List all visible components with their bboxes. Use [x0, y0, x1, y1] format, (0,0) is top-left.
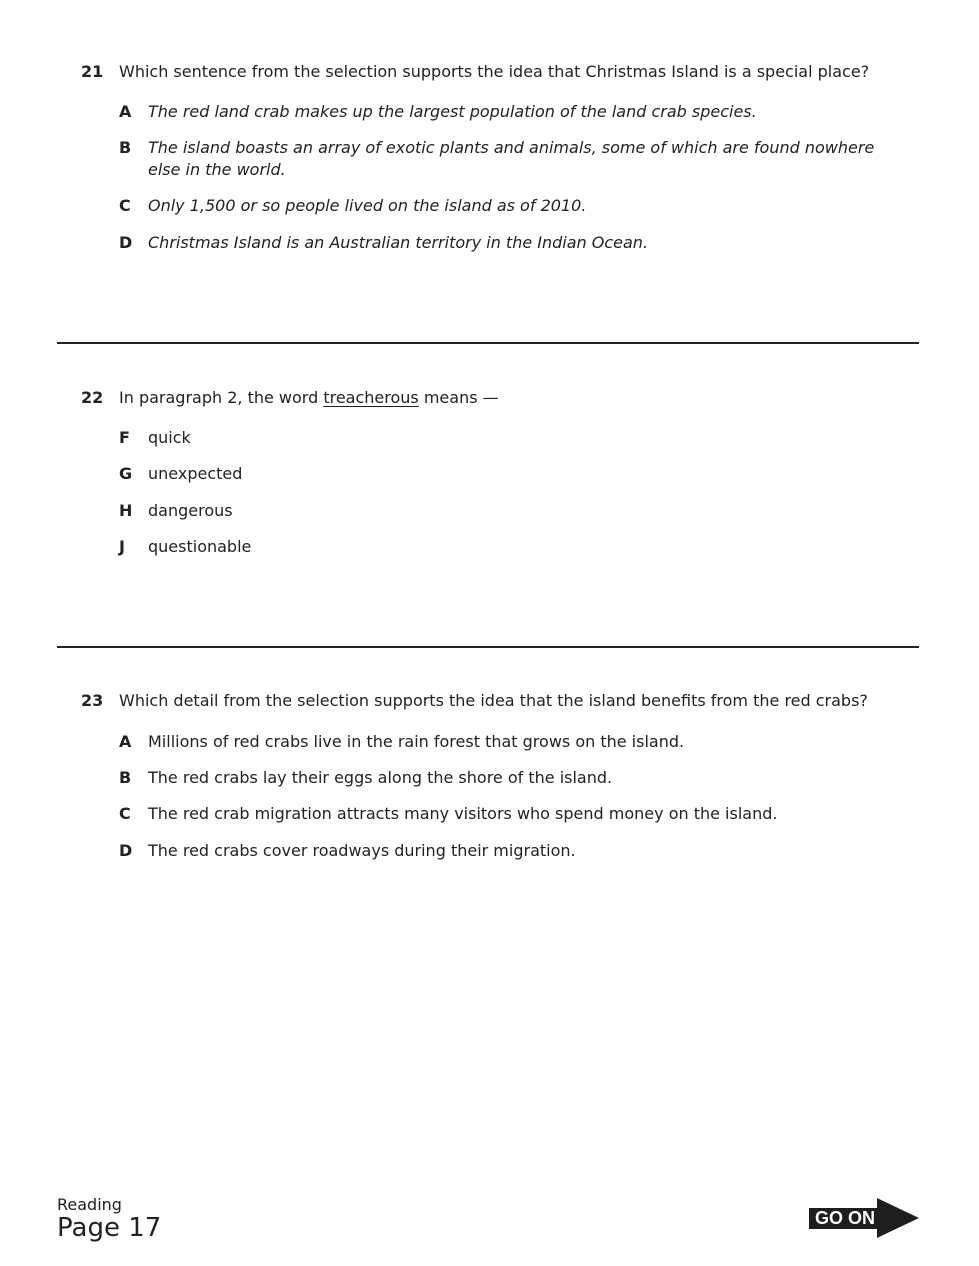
option-letter: J [119, 537, 125, 556]
option-text: Christmas Island is an Australian territory in the Indian Ocean. [148, 233, 649, 252]
question-number: 23 [81, 691, 104, 710]
answer-option-g[interactable] [119, 463, 889, 485]
answer-option-f[interactable] [119, 427, 889, 449]
question-text: Which detail from the selection supports the idea that the island benefits from the red crabs? [119, 691, 868, 710]
answer-option-h[interactable] [119, 500, 889, 522]
option-letter: B [119, 138, 132, 157]
option-text: dangerous [148, 501, 233, 520]
option-text: Only 1,500 or so people lived on the island as of 2010. [148, 196, 587, 215]
option-text: The red land crab makes up the largest population of the land crab species. [148, 102, 757, 121]
question-text-before: In paragraph 2, the word [119, 388, 324, 407]
answer-option-c[interactable] [119, 803, 889, 825]
answer-option-b[interactable] [119, 767, 889, 789]
section-divider [57, 342, 919, 344]
option-text: The red crabs cover roadways during their migration. [148, 841, 576, 860]
option-letter: A [119, 732, 132, 751]
option-letter: C [119, 804, 131, 823]
underlined-vocabulary-word: treacherous [323, 388, 419, 407]
option-letter: A [119, 102, 132, 121]
option-text: The red crab migration attracts many visitors who spend money on the island. [148, 804, 778, 823]
answer-option-d[interactable] [119, 840, 889, 862]
section-divider [57, 646, 919, 648]
answer-option-d[interactable] [119, 232, 889, 254]
go-on-label: GO ON [815, 1208, 876, 1228]
go-on-button[interactable] [809, 1197, 921, 1239]
page-number: Page 17 [57, 1213, 162, 1243]
option-letter: C [119, 196, 131, 215]
option-letter: G [119, 464, 133, 483]
question-number: 22 [81, 388, 104, 407]
option-letter: D [119, 233, 133, 252]
question-stem [81, 61, 869, 83]
option-text: quick [148, 428, 191, 447]
option-letter: F [119, 428, 130, 447]
question-number: 21 [81, 62, 104, 81]
option-text: The red crabs lay their eggs along the shore of the island. [148, 768, 613, 787]
option-letter: D [119, 841, 133, 860]
option-text: Millions of red crabs live in the rain forest that grows on the island. [148, 732, 685, 751]
question-text: Which sentence from the selection supports the idea that Christmas Island is a special place? [119, 62, 870, 81]
option-text: questionable [148, 537, 252, 556]
option-letter: B [119, 768, 132, 787]
question-stem [81, 690, 868, 712]
answer-option-j[interactable] [119, 536, 889, 558]
option-text: unexpected [148, 464, 243, 483]
answer-option-a[interactable] [119, 101, 889, 123]
option-letter: H [119, 501, 133, 520]
question-stem [81, 387, 499, 409]
question-text-after: means — [418, 388, 499, 407]
answer-option-b[interactable] [119, 137, 889, 181]
option-text: The island boasts an array of exotic plants and animals, some of which are found nowhere else in the world. [148, 138, 875, 179]
footer-subject: Reading [57, 1195, 122, 1214]
answer-option-c[interactable] [119, 195, 889, 217]
answer-option-a[interactable] [119, 731, 889, 753]
